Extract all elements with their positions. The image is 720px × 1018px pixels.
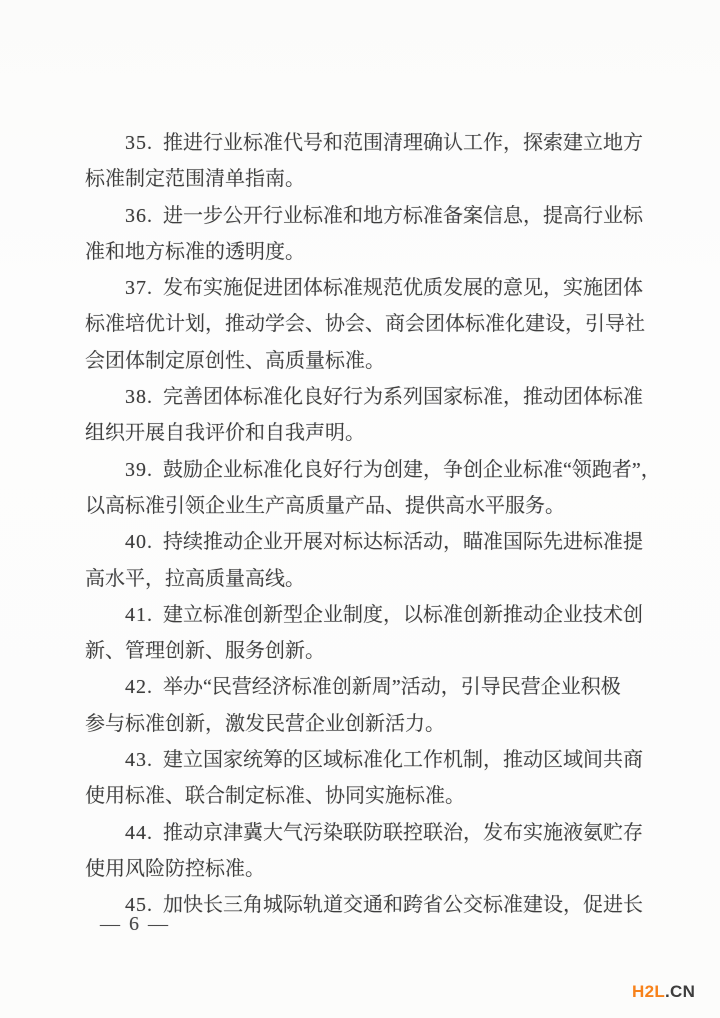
item-number: 38. <box>125 386 153 409</box>
paragraph-line <box>85 379 650 415</box>
paragraph-line: 准和地方标准的透明度。 <box>85 240 305 263</box>
item-number: 37. <box>125 277 153 300</box>
watermark-suffix: .CN <box>665 982 696 1001</box>
paragraph-line <box>85 270 650 306</box>
line-text: 发布实施促进团体标准规范优质发展的意见，实施团体 <box>163 277 643 300</box>
line-text: 加快长三角城际轨道交通和跨省公交标准建设，促进长 <box>163 894 643 917</box>
list-item-39 <box>85 452 661 525</box>
paragraph-line: 使用风险防控标准。 <box>85 857 265 880</box>
paragraph-line: 标准培优计划，推动学会、协会、商会团体标准化建设，引导社 <box>85 313 645 336</box>
line-text: 鼓励企业标准化良好行为创建，争创企业标准“领跑者”， <box>163 458 661 481</box>
line-text: 完善团体标准化良好行为系列国家标准，推动团体标准 <box>163 386 643 409</box>
paragraph-line: 使用标准、联合制定标准、协同实施标准。 <box>85 785 465 808</box>
list-item-35 <box>85 125 650 198</box>
item-number: 40. <box>125 531 153 554</box>
line-text: 建立国家统筹的区域标准化工作机制，推动区域间共商 <box>163 749 643 772</box>
paragraph-line <box>85 125 650 161</box>
watermark-logo <box>632 982 695 1002</box>
list-item-42 <box>85 669 650 742</box>
list-item-38 <box>85 379 650 452</box>
paragraph-line: 高水平，拉高质量高线。 <box>85 567 305 590</box>
paragraph-line: 新、管理创新、服务创新。 <box>85 640 325 663</box>
item-number: 35. <box>125 132 153 154</box>
line-text: 推动京津冀大气污染联防联控联治，发布实施液氨贮存 <box>163 821 643 844</box>
item-number: 39. <box>125 458 153 481</box>
page-number: — 6 — <box>100 913 170 935</box>
paragraph-line <box>85 815 650 851</box>
item-number: 44. <box>125 821 153 844</box>
item-number: 42. <box>125 676 153 699</box>
line-text: 举办“民营经济标准创新周”活动，引导民营企业积极 <box>163 676 621 699</box>
list-item-44 <box>85 815 650 888</box>
item-number: 36. <box>125 204 153 227</box>
paragraph-line <box>85 198 650 234</box>
paragraph-line: 以高标准引领企业生产高质量产品、提供高水平服务。 <box>85 494 565 517</box>
paragraph-line: 标准制定范围清单指南。 <box>85 168 305 191</box>
list-item-36 <box>85 198 650 271</box>
paragraph-line <box>85 524 650 560</box>
paragraph-line <box>85 452 661 488</box>
paragraph-line: 参与标准创新，激发民营企业创新活力。 <box>85 712 445 735</box>
paragraph-line <box>85 669 650 705</box>
item-number: 43. <box>125 749 153 772</box>
item-number: 45. <box>125 894 153 917</box>
line-text: 推进行业标准代号和范围清理确认工作，探索建立地方 <box>163 132 643 154</box>
line-text: 持续推动企业开展对标达标活动，瞄准国际先进标准提 <box>163 531 643 554</box>
list-item-43 <box>85 742 650 815</box>
paragraph-line: 会团体制定原创性、高质量标准。 <box>85 349 385 372</box>
paragraph-line <box>85 597 650 633</box>
item-number: 41. <box>125 603 153 626</box>
paragraph-line <box>85 742 650 778</box>
list-item-37 <box>85 270 650 379</box>
list-item-40 <box>85 524 650 597</box>
paragraph-line: 组织开展自我评价和自我声明。 <box>85 422 365 445</box>
document-body <box>85 125 661 924</box>
line-text: 进一步公开行业标准和地方标准备案信息，提高行业标 <box>163 204 643 227</box>
line-text: 建立标准创新型企业制度，以标准创新推动企业技术创 <box>163 603 643 626</box>
watermark-brand: H2L <box>632 982 666 1001</box>
list-item-41 <box>85 597 650 670</box>
